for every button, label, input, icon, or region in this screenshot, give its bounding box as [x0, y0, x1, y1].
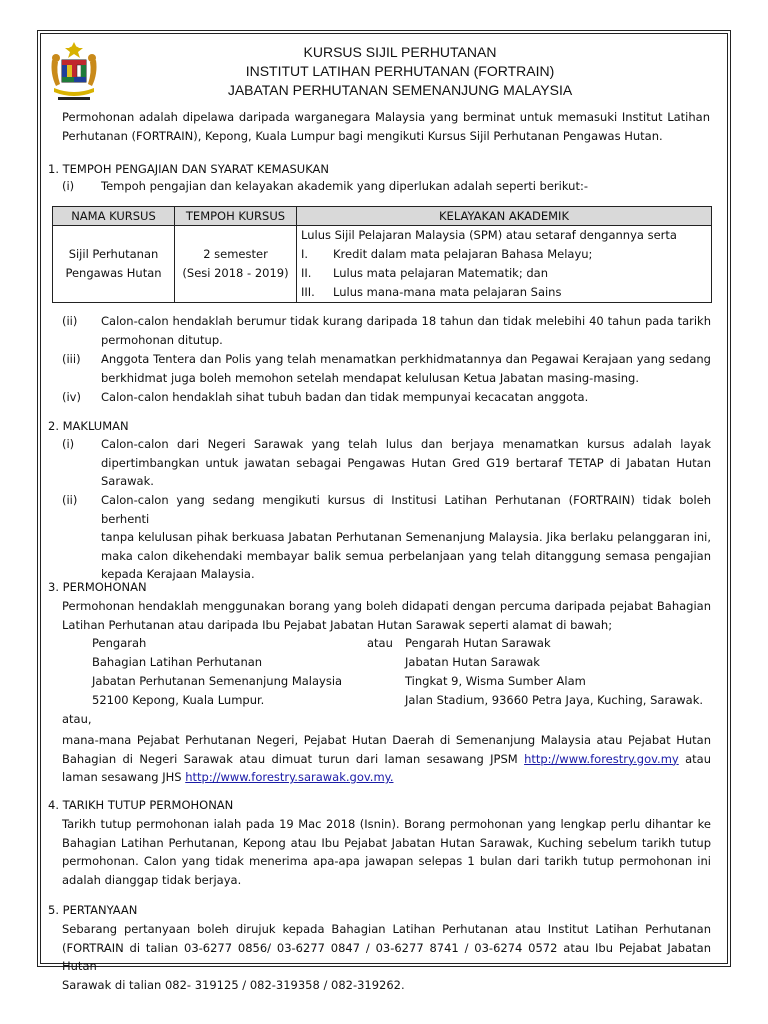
- paragraph-line: dipertimbangkan untuk jawatan sebagai Pengawas Hutan Gred G19 bertaraf TETAP di Jabatan Hutan: [101, 455, 711, 470]
- address-separator: atau: [367, 636, 393, 650]
- paragraph-line: Calon-calon hendaklah berumur tidak kurang daripada 18 tahun dan tidak melebihi 40 tahun pada tarikh: [101, 314, 711, 328]
- paragraph-line: mana-mana Pejabat Perhutanan Negeri, Pejabat Hutan Daerah di Semenanjung Malaysia atau Pejabat Hutan: [62, 733, 711, 747]
- paragraph-line: kepada Kerajaan Malaysia.: [101, 567, 255, 581]
- qualification-item: [301, 264, 707, 283]
- title-line-3: JABATAN PERHUTANAN SEMENANJUNG MALAYSIA: [227, 82, 573, 98]
- section-1-item-iii: [101, 350, 711, 387]
- item-label: (ii): [62, 314, 78, 328]
- section-5-heading: 5. PERTANYAAN: [48, 903, 138, 917]
- address-right-line: Pengarah Hutan Sarawak: [405, 636, 551, 650]
- qualification-item: [301, 283, 707, 302]
- address-left-line: 52100 Kepong, Kuala Lumpur.: [92, 693, 265, 707]
- qualification-number: II.: [301, 266, 312, 280]
- paragraph-line: permohonan. Calon yang tidak menerima apa-apa jawapan selepas 1 bulan dari tarikh tutup permohonan ini: [62, 854, 711, 868]
- title-line-1: KURSUS SIJIL PERHUTANAN: [303, 44, 497, 60]
- paragraph-line: Latihan Perhutanan atau daripada Ibu Pejabat Jabatan Hutan Sarawak seperti alamat di bawah;: [62, 617, 613, 632]
- or-text: atau,: [62, 712, 92, 726]
- section-5-paragraph: [62, 920, 711, 994]
- table-header-row: [53, 207, 712, 226]
- qualification-text: Lulus mata pelajaran Matematik; dan: [333, 266, 548, 280]
- paragraph-line: permohonan ditutup.: [101, 332, 223, 347]
- qualification-intro: Lulus Sijil Pelajaran Malaysia (SPM) atau setaraf dengannya serta: [301, 228, 677, 242]
- table-row: [53, 226, 712, 303]
- duration-line: (Sesi 2018 - 2019): [182, 266, 289, 280]
- paragraph-line: Sarawak di talian 082- 319125 / 082-319358 / 082-319262.: [62, 977, 405, 992]
- section-2-item-i: [101, 435, 711, 491]
- section-1-item-i: Tempoh pengajian dan kelayakan akademik yang diperlukan adalah seperti berikut:-: [101, 179, 588, 193]
- section-1-heading: 1. TEMPOH PENGAJIAN DAN SYARAT KEMASUKAN: [48, 162, 329, 176]
- section-4-paragraph: [62, 815, 711, 889]
- duration-line: 2 semester: [203, 247, 268, 261]
- section-2-item-ii: [101, 491, 711, 584]
- paragraph-line: Anggota Tentera dan Polis yang telah menamatkan perkhidmatannya dan Pegawai Kerajaan yang sedang: [101, 352, 711, 366]
- paragraph-line: [62, 768, 711, 787]
- section-2-heading: 2. MAKLUMAN: [48, 419, 129, 433]
- address-right-line: Jabatan Hutan Sarawak: [405, 655, 540, 669]
- qualification-number: III.: [301, 285, 315, 299]
- paragraph-line: (FORTRAIN di talian 03-6277 0856/ 03-6277 0847 / 03-6277 8741 / 03-6274 0572 atau Ibu Pejabat Jabatan Hutan: [62, 940, 711, 973]
- address-right-line: Jalan Stadium, 93660 Petra Jaya, Kuching, Sarawak.: [405, 693, 704, 707]
- course-table: [52, 206, 712, 303]
- course-name-line: Sijil Perhutanan: [68, 247, 159, 261]
- item-label: (i): [62, 437, 75, 451]
- course-name-cell: [53, 226, 175, 303]
- section-1-item-iv: Calon-calon hendaklah sihat tubuh badan dan tidak mempunyai kecacatan anggota.: [101, 390, 589, 404]
- paragraph-line: Calon-calon dari Negeri Sarawak yang telah lulus dan berjaya menamatkan kursus adalah layak: [101, 437, 711, 451]
- intro-line: Permohonan adalah dipelawa daripada warganegara Malaysia yang berminat untuk memasuki Institut Latihan: [62, 110, 710, 124]
- section-4-heading: 4. TARIKH TUTUP PERMOHONAN: [48, 798, 234, 812]
- or-text: atau: [685, 751, 712, 766]
- address-left-line: Pengarah: [92, 636, 147, 650]
- link-lead-text: Bahagian di Negeri Sarawak atau dimuat turun dari laman sesawang JPSM: [62, 751, 518, 766]
- item-label: (i): [62, 179, 75, 193]
- paragraph-line: Sarawak.: [101, 474, 154, 488]
- paragraph-line: Tarikh tutup permohonan ialah pada 19 Mac 2018 (Isnin). Borang permohonan yang lengkap perlu dihantar ke: [62, 817, 711, 831]
- intro-line: Perhutanan (FORTRAIN), Kepong, Kuala Lumpur bagi mengikuti Kursus Sijil Perhutanan Pengawas Hutan.: [62, 128, 663, 143]
- qualification-number: I.: [301, 247, 309, 261]
- qualification-item: [301, 245, 707, 264]
- paragraph-line: maka calon dikehendaki membayar balik semua perbelanjaan yang telah ditanggung semasa pengajian: [101, 548, 711, 563]
- section-1-item-ii: [101, 312, 711, 349]
- section-3-intro: [62, 597, 711, 634]
- paragraph-line: adalah dianggap tidak berjaya.: [62, 872, 242, 887]
- paragraph-line: Bahagian Latihan Perhutanan, Kepong atau Ibu Pejabat Jabatan Hutan Sarawak, Kuching sebelum tarikh tutup: [62, 835, 711, 850]
- qualification-text: Kredit dalam mata pelajaran Bahasa Melayu;: [333, 247, 593, 261]
- address-left-line: Jabatan Perhutanan Semenanjung Malaysia: [92, 674, 343, 688]
- table-header: KELAYAKAN AKADEMIK: [297, 207, 712, 226]
- paragraph-line: Permohonan hendaklah menggunakan borang yang boleh didapati dengan percuma daripada pejabat Bahagian: [62, 599, 711, 613]
- jhs-website-link[interactable]: http://www.forestry.sarawak.gov.my.: [185, 770, 394, 784]
- paragraph-line: Sebarang pertanyaan boleh dirujuk kepada Bahagian Latihan Perhutanan atau Institut Latihan Perhutanan: [62, 922, 711, 936]
- intro-paragraph: [62, 108, 710, 145]
- qualification-text: Lulus mana-mana mata pelajaran Sains: [333, 285, 562, 299]
- course-duration-cell: [175, 226, 297, 303]
- table-header: TEMPOH KURSUS: [175, 207, 297, 226]
- item-label: (iv): [62, 390, 81, 404]
- table-header: NAMA KURSUS: [53, 207, 175, 226]
- title-line-2: INSTITUT LATIHAN PERHUTANAN (FORTRAIN): [245, 63, 555, 79]
- section-3-heading: 3. PERMOHONAN: [48, 580, 147, 594]
- course-name-line: Pengawas Hutan: [65, 266, 162, 280]
- link-lead-text: laman sesawang JHS: [62, 770, 182, 784]
- paragraph-line: tanpa kelulusan pihak berkuasa Jabatan Perhutanan Semenanjung Malaysia. Jika berlaku pelanggaran ini,: [101, 530, 711, 544]
- jpsm-website-link[interactable]: http://www.forestry.gov.my: [524, 751, 679, 766]
- address-left-line: Bahagian Latihan Perhutanan: [92, 655, 263, 669]
- paragraph-line: Calon-calon yang sedang mengikuti kursus di Institusi Latihan Perhutanan (FORTRAIN) tidak boleh berhenti: [101, 493, 711, 526]
- item-label: (iii): [62, 352, 81, 366]
- paragraph-line: [62, 750, 711, 769]
- item-label: (ii): [62, 493, 78, 507]
- paragraph-line: berkhidmat juga boleh memohon setelah mendapat kelulusan Ketua Jabatan masing-masing.: [101, 370, 640, 385]
- coat-of-arms-icon: [48, 40, 100, 102]
- qualification-cell: [297, 226, 712, 303]
- address-right-line: Tingkat 9, Wisma Sumber Alam: [405, 674, 586, 688]
- section-3-more: [62, 731, 711, 787]
